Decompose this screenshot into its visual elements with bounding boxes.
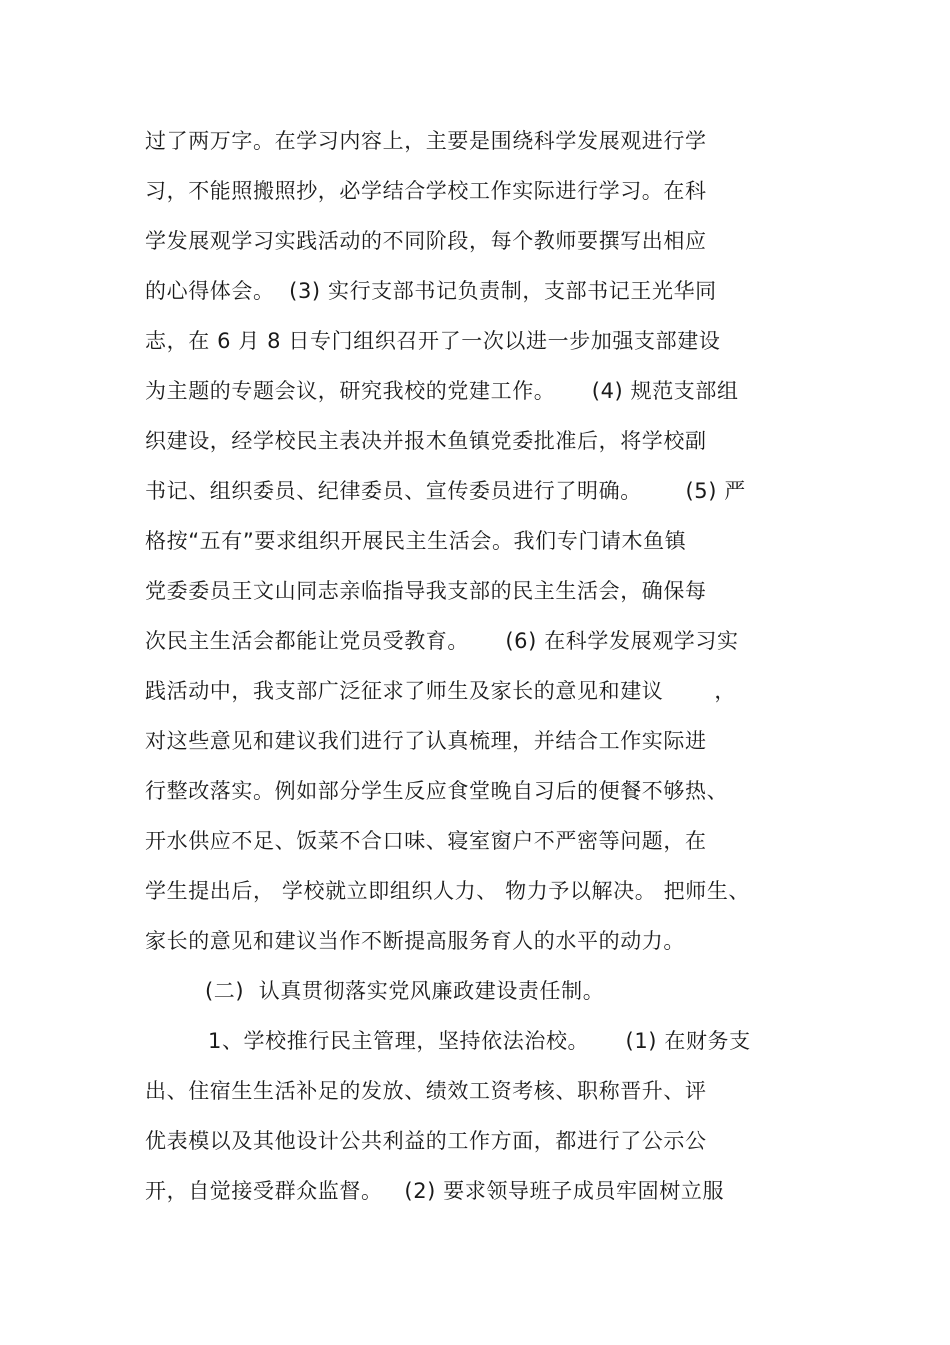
text-line: 习，不能照搬照抄，必学结合学校工作实际进行学习。在科 [145,179,707,203]
text-line: 党委委员王文山同志亲临指导我支部的民主生活会，确保每 [145,579,707,603]
text-line: 出、住宿生生活补足的发放、绩效工资考核、职称晋升、评 [145,1079,707,1103]
text-line: 践活动中，我支部广泛征求了师生及家长的意见和建议 ， [145,679,736,703]
text-line: 志，在 6 月 8 日专门组织召开了一次以进一步加强支部建设 [145,329,721,353]
text-line: 次民主生活会都能让党员受教育。 (6) 在科学发展观学习实 [145,629,739,653]
text-line: 优表模以及其他设计公共利益的工作方面，都进行了公示公 [145,1129,707,1153]
section-heading: (二) 认真贯彻落实党风廉政建设责任制。 [205,979,605,1003]
text-line: 行整改落实。例如部分学生反应食堂晚自习后的便餐不够热、 [145,779,729,803]
text-line: 开水供应不足、饭菜不合口味、寝室窗户不严密等问题，在 [145,829,707,853]
text-line: 开，自觉接受群众监督。 (2) 要求领导班子成员牢固树立服 [145,1179,725,1203]
text-line: 1、学校推行民主管理，坚持依法治校。 (1) 在财务支 [208,1029,751,1053]
text-line: 家长的意见和建议当作不断提高服务育人的水平的动力。 [145,929,685,953]
text-line: 织建设，经学校民主表决并报木鱼镇党委批准后，将学校副 [145,429,707,453]
text-line: 对这些意见和建议我们进行了认真梳理，并结合工作实际进 [145,729,707,753]
text-line: 学生提出后， 学校就立即组织人力、 物力予以解决。 把师生、 [145,879,751,903]
text-line: 的心得体会。 (3) 实行支部书记负责制，支部书记王光华同 [145,279,717,303]
text-line: 书记、组织委员、纪律委员、宣传委员进行了明确。 (5) 严 [145,479,746,503]
text-line: 为主题的专题会议，研究我校的党建工作。 (4) 规范支部组 [145,379,739,403]
text-line: 学发展观学习实践活动的不同阶段，每个教师要撰写出相应 [145,229,707,253]
text-line: 过了两万字。在学习内容上，主要是围绕科学发展观进行学 [145,129,707,153]
text-line: 格按“五有”要求组织开展民主生活会。我们专门请木鱼镇 [145,529,687,553]
